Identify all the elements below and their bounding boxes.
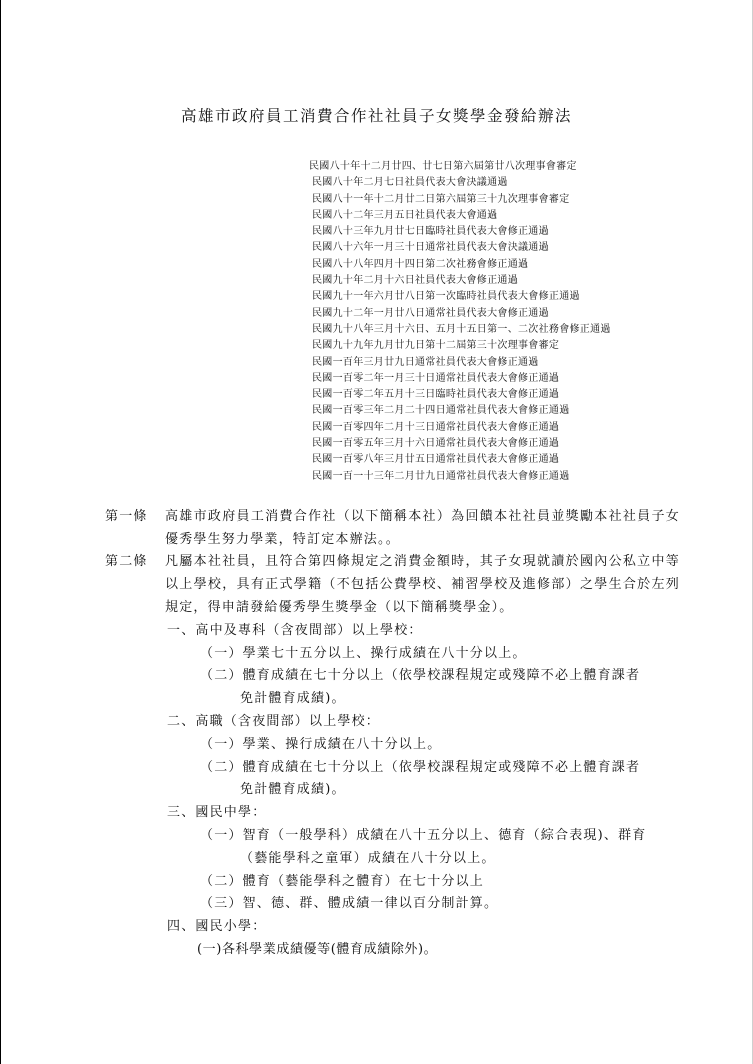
section-heading-junior-high: 三、國民中學： (167, 805, 267, 820)
history-entry: 民國一百零五年三月十六日通常社員代表大會修正通過 (312, 438, 560, 450)
history-entry: 民國九十二年一月廿八日通常社員代表大會修正通過 (312, 307, 549, 319)
clause-item: （三）智、德、群、體成績一律以百分制計算。 (200, 896, 499, 911)
clause-item: （一）學業七十五分以上、操行成績在八十分以上。 (200, 646, 527, 661)
clause-item: （二）體育成績在七十分以上（依學校課程規定或殘障不必上體育課者 (200, 668, 641, 683)
history-entry: 民國一百零四年二月十三日通常社員代表大會修正通過 (312, 421, 560, 433)
history-entry: 民國九十八年三月十六日、五月十五日第一、二次社務會修正通過 (312, 323, 611, 335)
history-entry: 民國一百零三年二月二十四日通常社員代表大會修正通過 (312, 405, 570, 417)
history-entry: 民國八十三年九月廿七日臨時社員代表大會修正通過 (312, 226, 549, 238)
history-entry: 民國九十年二月十六日社員代表大會修正通過 (312, 275, 518, 287)
article-2-text: 凡屬本社社員，且符合第四條規定之消費金額時，其子女現就讀於國內公私立中等以上學校，具有正式學籍（不包括公費學校、補習學校及進修部）之學生合於左列規定，得申請發給優秀學生獎學金（以下簡稱獎學金）。 (165, 554, 680, 615)
clause-continuation: 免計體育成績)。 (240, 691, 346, 706)
amendment-history-list (309, 159, 611, 485)
history-entry: 民國八十一年十二月廿二日第六屆第三十九次理事會審定 (312, 193, 570, 205)
section-heading-elementary: 四、國民小學： (167, 919, 267, 934)
history-entry: 民國一百零八年三月廿五日通常社員代表大會修正通過 (312, 454, 560, 466)
clause-item: （一）學業、操行成績在八十分以上。 (200, 737, 442, 752)
article-1-text: 高雄市政府員工消費合作社（以下簡稱本社）為回饋本社社員並獎勵本社社員子女優秀學生努力學業，特訂定本辦法。。 (165, 509, 680, 547)
article-1-number: 第一條 (105, 509, 148, 524)
history-entry: 民國九十九年九月廿九日第十二屆第三十次理事會審定 (312, 340, 560, 352)
history-entry: 民國九十一年六月廿八日第一次臨時社員代表大會修正通過 (312, 291, 580, 303)
document-title: 高雄市政府員工消費合作社社員子女獎學金發給辦法 (180, 107, 572, 125)
clause-continuation: 免計體育成績)。 (240, 782, 346, 797)
clause-item: （二）體育（藝能學科之體育）在七十分以上 (200, 874, 485, 889)
history-entry: 民國一百零二年五月十三日臨時社員代表大會修正通過 (312, 389, 560, 401)
clause-item: （二）體育成績在七十分以上（依學校課程規定或殘障不必上體育課者 (200, 760, 641, 775)
article-2 (105, 550, 685, 619)
page-left-border (0, 0, 1, 1064)
history-entry: 民國八十六年一月三十日通常社員代表大會決議通過 (312, 242, 549, 254)
clause-item: (一)各科學業成績優等(體育成績除外)。 (197, 942, 438, 957)
article-2-number: 第二條 (105, 554, 148, 569)
history-entry: 民國八十年二月七日社員代表大會決議通過 (312, 177, 508, 189)
section-heading-vocational: 二、高職（含夜間部）以上學校： (167, 714, 381, 729)
history-entry: 民國一百一十三年二月廿九日通常社員代表大會修正通過 (312, 470, 570, 482)
history-entry: 民國八十二年三月五日社員代表大會通過 (312, 209, 498, 221)
clause-continuation: （藝能學科之童軍）成績在八十分以上。 (240, 851, 496, 866)
article-1 (105, 505, 685, 551)
clause-item: （一）智育（一般學科）成績在八十五分以上、德育（綜合表現)、群育 (200, 828, 647, 843)
history-entry: 民國八十年十二月廿四、廿七日第六屆第廿八次理事會審定 (309, 161, 577, 172)
section-heading-senior-high: 一、高中及專科（含夜間部）以上學校： (167, 623, 423, 638)
history-entry: 民國八十八年四月十四日第二次社務會修正通過 (312, 258, 529, 270)
history-entry: 民國一百零二年一月三十日通常社員代表大會修正通過 (312, 372, 560, 384)
history-entry: 民國一百年三月廿九日通常社員代表大會修正通過 (312, 356, 539, 368)
